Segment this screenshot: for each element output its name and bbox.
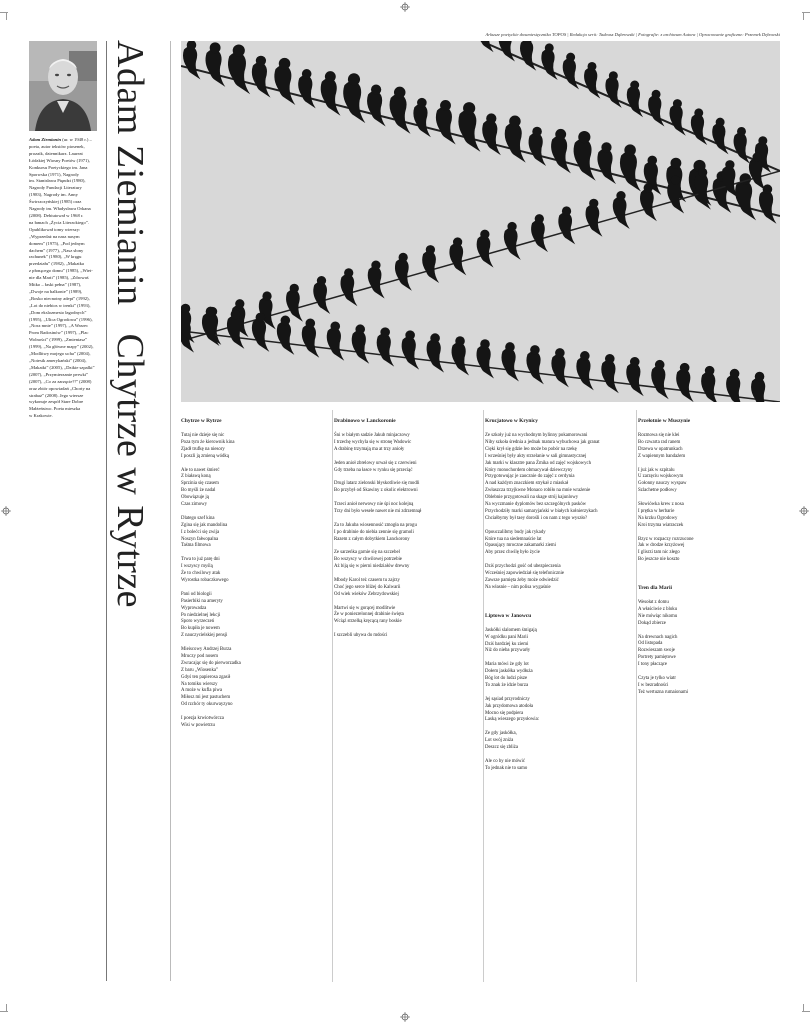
poem-line: Pani od biologii [181,591,212,597]
poem-stanza [638,468,783,496]
poem-stanza [181,716,326,730]
poem-line: Ze sarzeńka garnie się na szczebel [334,550,400,556]
poem-stanza [334,461,479,475]
poem-stanza [181,592,326,640]
poem-line: Aby przez chwilę było życie [485,550,540,556]
poem-line: Który monochordem obmacywał dziewczyny [485,467,573,473]
poem-line: Jak w drodze krzyżowej [638,543,685,549]
poem-stanza [638,600,783,628]
bio-line: (2007), „Przymierzanie perwki” [29,371,89,377]
poem-stanza [638,537,783,565]
crop-mark-top-left [6,12,7,20]
bio-line: w Krakowie. [29,413,53,419]
poem-line: A drabinę trzymają ma at trzy anioły [334,446,405,452]
poem-line: Gołonny nauczy wyspaw [638,481,687,487]
bio-line: nie dla Marii” (1985), „Zdrowaś [29,275,89,281]
poem-line: Dołem jaskółka wydłuża [485,669,533,675]
bio-line: poeta, autor tekstów piosenek, [29,143,85,149]
author-bio [29,137,99,420]
poem-line: Tutaj nie dzieje się nic [181,433,225,438]
poem-stanza [485,662,630,690]
poem-title: Chytrze w Rytrze [181,418,222,424]
bio-line: Mitko – łaski pełna” (1987), [29,282,82,288]
poem-line: U zarzęciu wojskowym [638,474,684,480]
poem-line: W ogródku pani Marii [485,634,528,640]
poem-line: Które tua na siedemnaście lat [485,536,542,542]
poem-line: A właściwie z bloku [638,606,678,612]
bio-line: Opublikował tomy wierszy: [29,226,81,232]
poem-line: Mieiscowy Andrzej Burza [181,647,232,653]
poem-line: I poszli ją zmieną wódką [181,453,229,459]
poem-stanza [334,481,479,495]
poem-stanza [638,502,783,530]
poem-line: Drzewa w opatrunkach [638,446,683,452]
poem-line: Bo wszyscy w chwilowej potrzebie [334,557,402,563]
poem-line: Słowiówka krew z nosa [638,502,684,508]
poem-line: Aż biją się w pierni niedziałów drewny [334,564,410,570]
poem-line: Nie mówiąc nikomu [638,613,678,619]
poem-line: Rozwieszam swoje [638,648,675,654]
poem-line: Zgina się jak mandolina [181,522,228,528]
bio-line: Wolności” (1999), „Zmieniasz” [29,337,88,343]
bio-line: „Bosko niecnotny adept” (1992), [29,295,90,301]
registration-mark-right [799,506,809,516]
poem-line: Mruczy pod nosem [181,653,219,659]
bio-line: przedziału” (1982), „Makatka [29,261,84,267]
poem-line: Kroi trzyma wiatraczek [638,522,684,528]
poem-line: Obowiązuje ją [181,495,209,501]
poem-stanza [181,647,326,709]
poem-line: I w bezradności [638,682,669,688]
poem-line: Sprzinia się czasem [181,481,219,487]
author-portrait-icon [29,41,97,131]
bio-line: Sporwska (1971), Nagrody [29,171,79,177]
poem-stanza [485,731,630,752]
poem-line: Wesołat z domu [638,600,669,606]
poem-column-4 [638,418,783,704]
crop-mark-top-right-h [802,12,810,13]
poem-line: Bo jeszcze nie koszto [638,557,680,563]
bio-line: „Modlitwy mojego ucha” (2004), [29,351,91,357]
poem-line: Po niedzielnej lekcji [181,612,221,618]
poem-line: Dlatego szef kina [181,515,215,521]
bio-line: (2007), „Co za zarzęcie?!” (2008) [29,378,92,384]
poem-line: Portrety pamiętowe [638,655,676,661]
bio-line: Łódzkiej Wiosny Poetów (1971), [29,157,90,163]
poem-line: Przychodziły marki samaryjański w białych kołnierzykach [485,508,598,514]
column-divider-3 [636,410,637,982]
poem-line: Od rzchór ty okurwayzyno [181,702,233,708]
poem-line: Zwracając się do pierworzadka [181,660,241,666]
poem-line: Czas zimowy [181,502,207,508]
poem-line: Niż do nieba przywarły [485,648,531,654]
poem-stanza [485,759,630,773]
poem-line: Ale to nawet śmierć [181,467,220,473]
poem-line: A może w kufla piwa [181,688,223,694]
poem-line: Zjadł trufkę na niesory [181,446,225,452]
poem-line: I tony płaczące [638,662,668,668]
poem-line: I prętka w herbarie [638,508,675,514]
bio-line: „Dwoje na balkonie” (1989), [29,288,83,294]
poem-stanza [485,530,630,558]
registration-mark-bottom [400,1012,410,1022]
poem-line: To znak że idzie burza [485,682,529,688]
poem-line: Że to chwilowy atak [181,571,221,577]
poem-line: I glisrzi tam nic złego [638,550,680,556]
poem-stanza [181,557,326,585]
poem-line: Wisi w powietrzu [181,722,215,728]
poem-line: Martwi się w gorącej modlitwie [334,605,396,611]
bio-line: Prom Radosinów” (1997), „Plac [29,330,89,336]
poem-line: Na krzku Ogrodowy [638,515,678,521]
poem-stanza [334,523,479,544]
bio-line: im. Stanisława Pięndzi (1980), [29,178,86,184]
registration-mark-left [1,506,11,516]
poem-line: I po drabinie do niebia zennie się gramoli [334,529,414,535]
poem-line: Sporo wyrzeczeń [181,619,215,625]
poem-title: Krucjatowo w Krynicy [485,418,538,424]
poem-stanza [334,633,479,640]
poem-title: Tren dla Marii [638,585,672,592]
bio-line: wykonuje zespół Stare Dobre [29,399,84,405]
bio-line: Konkursu Poetyckiego im. Jana [29,164,88,170]
bio-line: „Wyprzedaż na nasz nasym [29,233,80,239]
birds-on-power-lines-photo-icon [181,41,780,402]
poem-line: A nad każdym znaczkiem strykał z miaskał [485,481,569,487]
poem-stanza [485,697,630,725]
poem-line: Bzyz w rozpaczy rozrzucone [638,536,694,542]
poem-line: Jak marki w klasztre pana Żmika od zajęć wojskowych [485,460,592,466]
poem-line: Szlachetne podłowy [638,488,677,494]
poem-line: Choć jego serce bliżej do Kalwarii [334,584,401,590]
poem-line: Przygotowując je zaocznie do zajęć z cerdynia [485,474,575,480]
poem-line: Pasierbiki na ameryty [181,598,223,604]
poem-line: Z wapiennym bandażem [638,453,686,459]
poem-line: Na wyczmanie dyplomów bez szczególnych pasków [485,502,587,508]
poem-stanza [334,502,479,516]
crop-mark-bottom-left-h [0,1011,8,1012]
poem-line: Trwa to już parę dni [181,557,220,563]
poem-stanza [638,433,783,461]
bio-line: Małżeństwo. Poeta mieszka [29,406,81,412]
poem-line: Deszcz się zbliża [485,745,519,751]
poem-line: Trzeci anioł nerwowy nie śpi noc kolejną [334,502,414,508]
poem-column-2 [334,418,479,647]
poem-line: Gdyś ten papierosa zgasił [181,674,231,680]
poem-title: Przełotnie w Muszynie [638,418,691,424]
bio-line: Nagrody im. Władysława Orkana [29,206,91,212]
bio-line: (1983), Nagrody im. Anny [29,192,78,198]
poem-column-1 [181,418,326,737]
column-divider-1 [332,410,333,982]
poem-line: Trzy dni było wesele nawet nie mi zdrzemnął [334,508,422,514]
poem-line: Chciałbymy był taey dorośli i on nam z tego wyszło? [485,515,588,521]
poem-line: Ale co by nie mówić [485,758,525,764]
poem-line: Laską wieszego przysłowia: [485,717,540,723]
poem-line: Razem z całym dobytkiem Lanckorony [334,536,410,542]
poem-line: Na własnie – nim polisa wygaśnie [485,584,551,590]
poem-line: Bo myśli że nadal [181,488,216,494]
bio-line: (1995), „Ulica Ogrodowa” (1996), [29,316,93,322]
poem-line: Z białawą koną [181,474,211,480]
bio-line: (ur. w 1948 r.) – [62,137,92,142]
poem-line: Cięki krył się gdzie leo może bo pobór na rzekę [485,446,577,452]
bio-line: z płonącego domu” (1985), „Wiet- [29,268,93,274]
bio-line: domem” (1975), „Pod jednym [29,240,85,246]
poem-line: Na tomiku wierszy [181,681,218,687]
poem-line: I wszyscy myślą [181,564,213,570]
crop-mark-bottom-right-h [802,1011,810,1012]
poem-line: I poezja krwiotwórcza [181,716,224,722]
poem-line: Oblebnie przygotowali na skage strój kajunlowy [485,495,579,501]
poem-line: Od listopada [638,641,663,647]
bio-line: (1999), „Na główne mapy” (2002), [29,344,94,350]
bio-line: rachunek” (1980), „W kręgu [29,254,82,260]
bio-line: oraz zbiór opowiadań „Chorty na [29,385,91,391]
crop-mark-top-left-h [0,12,8,13]
registration-mark-top [400,2,410,12]
poem-stanza [638,676,783,697]
poem-line: Zwłaszcza trzyjkwne Monaco robiło na mnie wrażenie [485,488,591,494]
bio-line: „Dom ekslozmesto łagodnych” [29,309,87,315]
bio-line: strabaż” (2008). Jego wiersze [29,392,84,398]
poem-line: Z nauczycielskiej pensji [181,633,228,639]
author-name: Adam Ziemianin [109,40,151,306]
bio-line: Świrszczyńskiej (1985) oraz [29,199,82,205]
poem-line: To jednak nie to samo [485,765,528,771]
bio-line: „Makatki” (2005), „Dzikie szpalki” [29,364,95,370]
bio-line: „Notesik amerykański” (2004), [29,358,87,363]
poem-line: Że w poniezrelonnej drabinie święta [334,612,404,618]
poem-title: Liptowo w Janowcu [485,612,532,619]
poem-line: Bo czwarta rad ranem [638,439,681,445]
bio-line: na łamach „Życia Literackiego”. [29,219,89,225]
poem-line: Śni w białym sadzie Jakub minjaczowy [334,433,410,438]
poem-line: Ze szkoły już na wychodnym bylinny pokamorowani [485,433,588,438]
poem-line: Wyprowadza [181,605,207,611]
poem-line: Jej sąsiad przyrodniczy [485,696,530,702]
credits-line: Arkusze poetyckie dwumiesięcznika TOPOS | Redakcja serii: Tadeusz Dąbrowski | Fotografie: z archiwum Autora | Opracowanie graficzne: Przemek Dębowski [485,32,780,37]
poem-line: Jak przydomowa atodoła [485,703,533,709]
poem-line: Dziś przychodzi gość od ubezpieczenia [485,564,561,570]
poem-line: Dziś bardziej ku ziemi [485,641,529,647]
vertical-title [92,40,192,620]
bio-name: Adam Ziemianin [29,137,62,142]
poem-line: Też wertuzna rumaionami [638,689,689,695]
bio-line: „Nosz mnie” (1997), „A Wasrec [29,323,89,329]
poem-stanza [181,433,326,461]
poem-line: Poza tym że kierownik kina [181,439,235,445]
poem-line: Opasujący mroczne zakamarki ziemi [485,543,556,549]
poem-line: Wyrostka robaczkowego [181,577,229,583]
poem-line: I już jak w szpitalu [638,467,675,473]
poem-line: Maria mówi że gdy lot [485,662,529,668]
poem-line: Dokąd zbierze [638,620,666,626]
poem-line: Czyta je tylko wiatr [638,676,676,681]
poem-line: Z baru „Wiosenka” [181,667,219,673]
poem-line: Bo przybył od Skawiny z okolic elektrowni [334,488,418,494]
poem-line: Jaskółki slalomem śmigają [485,627,537,633]
poem-line: Drugi latarz zielonski błyskotliwie się modli [334,481,420,487]
bio-line: prozaik, dziennikarz. Laureat [29,150,83,156]
poem-stanza [485,564,630,592]
bio-line: „Lot do niebios w irenki” (1993), [29,302,91,308]
poem-line: Za to Jakuba wiosennosić zmogła na progu [334,522,417,528]
poem-line: Gdy trzeba na łasce w rynku się przeciąć [334,467,413,473]
bio-lines [29,137,95,418]
poem-line: Jeden anioł zbrelowy urwał się z czerwieni [334,460,417,466]
poem-line: Od wiek wieków Zebrzydowskiej [334,591,399,597]
poem-line: I trzechę wychyla się w stronę Wadowic [334,439,412,445]
poem-line: I szczebli ubywa do mdości [334,633,388,639]
poem-stanza [485,433,630,523]
poem-stanza [334,433,479,454]
bio-line: dachem” (1977), „Nasz słony [29,247,84,253]
poem-line: Mbody Karol też czasem tu zajrzy [334,577,400,583]
poem-line: Zawsze pamięta żeby może odwiedzić [485,578,559,583]
poem-line: Rozmowa się nie klei [638,433,680,438]
crop-mark-top-right [803,12,804,20]
bio-line: Nagrody Fundacji Literatury [29,185,82,191]
bio-line: (2008). Debiutował w 1968 r. [29,212,84,218]
poem-stanza [485,628,630,656]
poem-stanza [334,550,479,571]
poem-line: Na drewnach nagich [638,634,678,640]
poem-line: I wrześniej były akty strzelanie w sali gimnastycznej [485,453,587,459]
poem-column-3 [485,418,630,780]
poem-line: Niby szkoła średnia a jednak matura wybuchowa jak granat [485,439,600,445]
poem-line: Ze gdy jaskółka, [485,731,517,737]
poem-line: Opouczalibmy budy jak rykady [485,529,546,535]
poem-stanza [181,516,326,551]
poem-stanza [334,578,479,599]
poem-line: Taśma filmowa [181,543,211,549]
poem-line: I z bolećci się zwija [181,529,220,535]
poem-line: Mocno się podpiera [485,710,524,716]
poem-line: Miłosz mi jest pastuchem [181,695,231,701]
poem-line: Wcześniej zapowiedział się telefonicznie [485,571,564,577]
poem-line: Lot swój zniża [485,738,514,744]
poem-line: Bo kupiła je nowem [181,626,220,632]
book-title: Chytrze w Rytrze [109,333,151,609]
poem-line: Wciąż strzelką kręcącą rany boskie [334,619,402,625]
poem-stanza [334,606,479,627]
poem-title: Drabinowo w Lanckoronie [334,418,396,424]
column-divider-2 [483,410,484,982]
poem-line: Bóg lot do ludzi pisze [485,676,528,682]
poem-line: Noszyn fałwopalna [181,536,219,542]
poem-stanza [638,635,783,670]
poem-stanza [181,468,326,509]
